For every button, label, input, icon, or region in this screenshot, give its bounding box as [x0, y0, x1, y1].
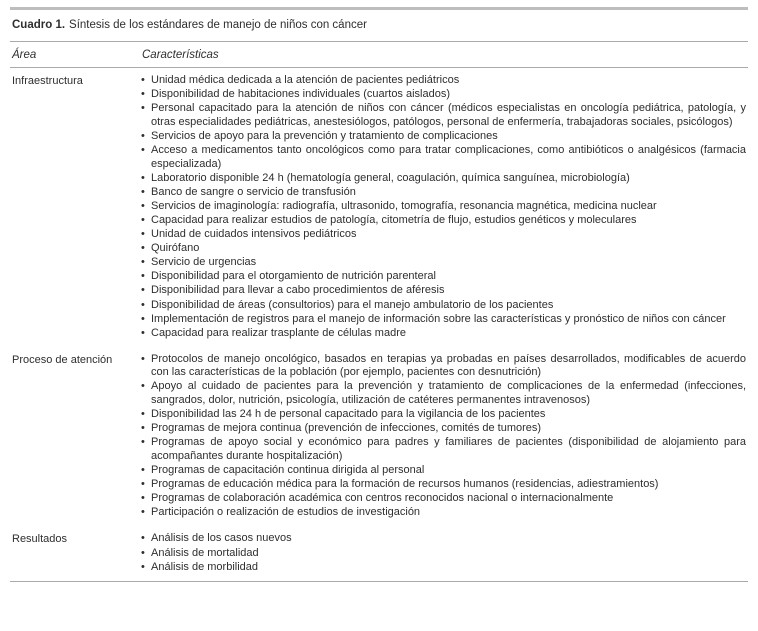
characteristic-item: • Servicios de apoyo para la prevención y tratamiento de complicaciones	[140, 130, 746, 144]
characteristic-item: • Análisis de morbilidad	[140, 561, 746, 575]
area-cell: Proceso de atención	[12, 353, 113, 366]
characteristic-item: • Servicios de imaginología: radiografía, ultrasonido, tomografía, resonancia magnética, medicina nuclear	[140, 200, 746, 214]
header-row	[10, 42, 748, 68]
area-cell: Infraestructura	[12, 75, 83, 87]
caption-text: Síntesis de los estándares de manejo de niños con cáncer	[69, 19, 367, 31]
table-row	[10, 68, 748, 347]
characteristic-item: • Servicio de urgencias	[140, 256, 746, 270]
characteristic-item: • Análisis de los casos nuevos	[140, 532, 746, 546]
characteristic-item: • Quirófano	[140, 242, 746, 256]
characteristic-item: • Programas de educación médica para la formación de recursos humanos (residencias, adiestramientos)	[140, 478, 746, 492]
characteristics-list	[140, 74, 746, 340]
characteristics-list	[140, 532, 746, 574]
table-body	[10, 68, 748, 582]
characteristic-item: • Disponibilidad para el otorgamiento de nutrición parenteral	[140, 270, 746, 284]
characteristic-item: • Personal capacitado para la atención de niños con cáncer (médicos especialistas en oncología pediátrica, patología, y otras especialidades pediátricas, anestesiólogos, patólogos, personal de enfermería, trabajadoras sociales, psicólogos)	[140, 102, 746, 129]
characteristic-item: • Programas de capacitación continua dirigida al personal	[140, 464, 746, 478]
characteristic-item: • Apoyo al cuidado de pacientes para la prevención y tratamiento de complicaciones de la enfermedad (infecciones, sangrados, dolor, nutrición, psicología, utilización de catéteres permanentes intravenosos)	[140, 380, 746, 407]
characteristic-item: • Capacidad para realizar trasplante de células madre	[140, 327, 746, 341]
characteristic-item: • Análisis de mortalidad	[140, 547, 746, 561]
characteristic-item: • Protocolos de manejo oncológico, basados en terapias ya probadas en países desarrollados, modificables de acuerdo con las características de la población (por ejemplo, pacientes con desnutrición)	[140, 353, 746, 380]
characteristic-item: • Disponibilidad de habitaciones individuales (cuartos aislados)	[140, 88, 746, 102]
characteristic-item: • Disponibilidad las 24 h de personal capacitado para la vigilancia de los pacientes	[140, 408, 746, 422]
characteristic-item: • Unidad médica dedicada a la atención de pacientes pediátricos	[140, 74, 746, 88]
column-header-area: Área	[10, 42, 140, 68]
characteristics-cell	[140, 526, 748, 581]
characteristic-item: • Participación o realización de estudios de investigación	[140, 506, 746, 520]
characteristic-item: • Unidad de cuidados intensivos pediátricos	[140, 228, 746, 242]
area-cell: Resultados	[12, 533, 68, 546]
characteristic-item: • Disponibilidad de áreas (consultorios) para el manejo ambulatorio de los pacientes	[140, 299, 746, 313]
table-header	[10, 42, 748, 68]
characteristic-item: • Disponibilidad para llevar a cabo procedimientos de aféresis	[140, 284, 746, 298]
characteristics-cell	[140, 347, 748, 527]
characteristic-item: • Banco de sangre o servicio de transfusión	[140, 186, 746, 200]
characteristic-item: • Programas de colaboración académica con centros reconocidos nacional o internacionalmente	[140, 492, 746, 506]
characteristics-cell	[140, 68, 748, 347]
standards-table	[10, 42, 748, 582]
table-row	[10, 347, 748, 527]
characteristic-item: • Implementación de registros para el manejo de información sobre las características y pronóstico de niños con cáncer	[140, 313, 746, 327]
table-row	[10, 526, 748, 581]
characteristic-item: • Programas de apoyo social y económico para padres y familiares de pacientes (disponibilidad de alojamiento para acompañantes durante hospitalización)	[140, 436, 746, 463]
table-caption	[10, 7, 748, 42]
column-header-caracteristicas: Características	[140, 42, 748, 68]
caption-label: Cuadro 1.	[12, 19, 66, 31]
characteristic-item: • Acceso a medicamentos tanto oncológicos como para tratar complicaciones, como antibióticos o analgésicos (farmacia especializada)	[140, 144, 746, 171]
characteristic-item: • Programas de mejora continua (prevención de infecciones, comités de tumores)	[140, 422, 746, 436]
characteristics-list	[140, 353, 746, 520]
characteristic-item: • Laboratorio disponible 24 h (hematología general, coagulación, química sanguínea, microbiología)	[140, 172, 746, 186]
characteristic-item: • Capacidad para realizar estudios de patología, citometría de flujo, estudios genéticos y moleculares	[140, 214, 746, 228]
